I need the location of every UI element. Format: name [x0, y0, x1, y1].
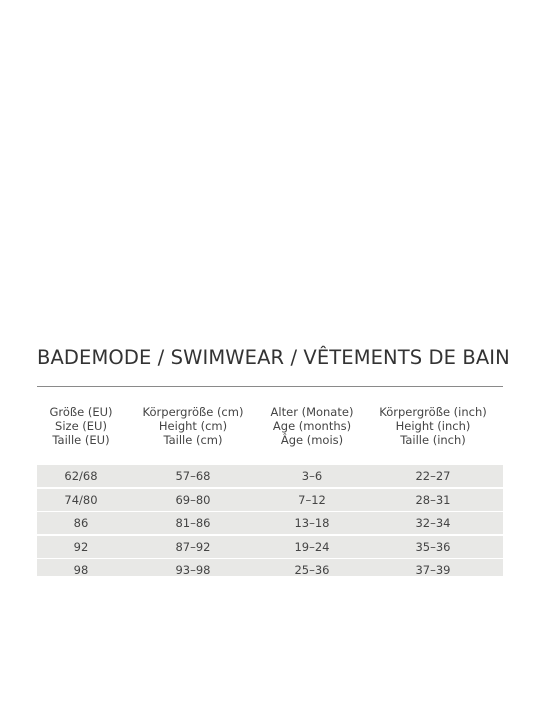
- header-label: Taille (EU): [52, 433, 110, 447]
- header-age-months: [261, 405, 363, 447]
- header-label: Taille (cm): [163, 433, 223, 447]
- header-label: Height (cm): [158, 419, 228, 433]
- cell-height-cm: 81–86: [175, 516, 211, 530]
- table-row: [37, 489, 503, 511]
- cell-size-eu: 92: [73, 539, 89, 554]
- header-label: Alter (Monate): [270, 405, 354, 419]
- header-label: Körpergröße (cm): [142, 405, 244, 419]
- header-label: Size (EU): [55, 419, 107, 433]
- header-size-eu: [37, 405, 125, 447]
- table-row: [37, 512, 503, 534]
- header-label: Height (inch): [395, 419, 471, 433]
- cell-height-inch: 37–39: [415, 563, 451, 576]
- cell-height-cm: 87–92: [175, 539, 211, 554]
- cell-height-cm: 93–98: [175, 563, 211, 576]
- cell-height-inch: 32–34: [415, 516, 451, 530]
- cell-height-inch: 28–31: [415, 492, 451, 507]
- page-title: BADEMODE / SWIMWEAR / VÊTEMENTS DE BAIN: [37, 346, 510, 369]
- header-label: Âge (mois): [280, 433, 344, 447]
- header-label: Taille (inch): [400, 433, 466, 447]
- header-label: Age (months): [272, 419, 352, 433]
- table-header: [37, 405, 503, 447]
- table-row: [37, 536, 503, 558]
- cell-height-inch: 35–36: [415, 539, 451, 554]
- cell-age-months: 7–12: [298, 492, 326, 507]
- cell-size-eu: 98: [73, 563, 89, 576]
- header-label: Körpergröße (inch): [379, 405, 487, 419]
- title-divider: [37, 386, 503, 387]
- cell-age-months: 13–18: [294, 516, 330, 530]
- cell-age-months: 3–6: [301, 469, 323, 483]
- size-table-body: [37, 465, 503, 576]
- cell-height-cm: 69–80: [175, 492, 211, 507]
- cell-age-months: 25–36: [294, 563, 330, 576]
- cell-height-inch: 22–27: [415, 469, 451, 483]
- table-row: [37, 559, 503, 576]
- cell-height-cm: 57–68: [175, 469, 211, 483]
- cell-age-months: 19–24: [294, 539, 330, 554]
- cell-size-eu: 62/68: [64, 469, 98, 483]
- header-label: Größe (EU): [49, 405, 113, 419]
- table-row: [37, 465, 503, 487]
- cell-size-eu: 86: [73, 516, 89, 530]
- header-height-inch: [363, 405, 503, 447]
- header-height-cm: [125, 405, 261, 447]
- cell-size-eu: 74/80: [64, 492, 98, 507]
